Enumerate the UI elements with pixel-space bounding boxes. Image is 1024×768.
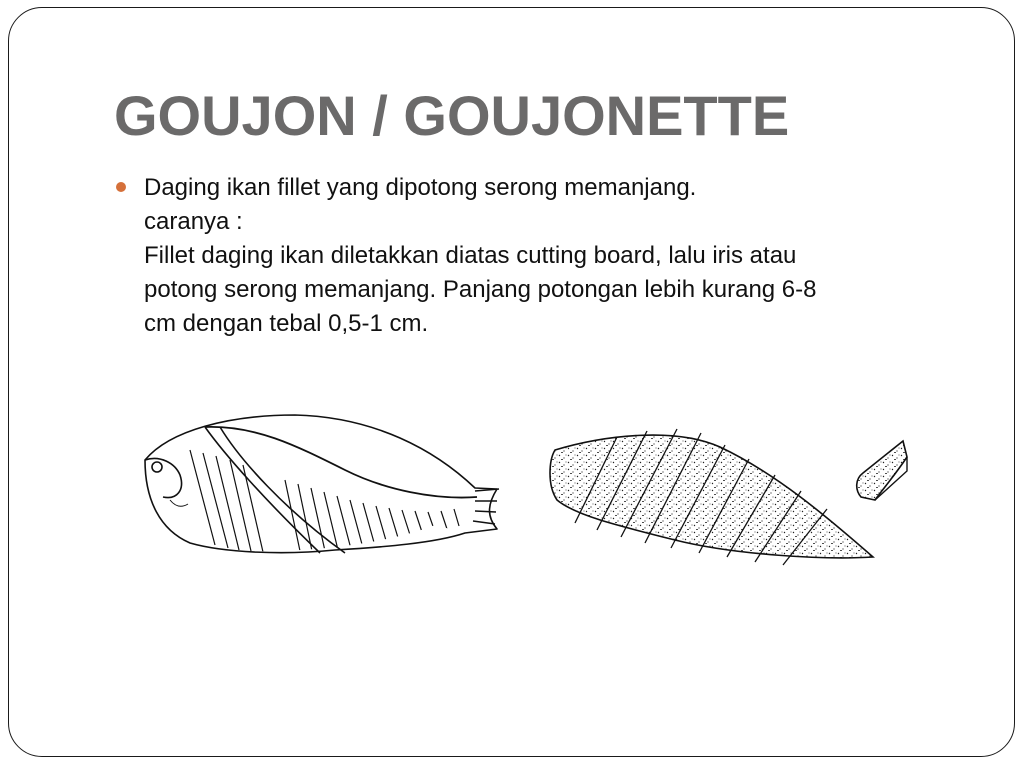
bullet-line: Fillet daging ikan diletakkan diatas cutting board, lalu iris atau bbox=[144, 242, 797, 269]
fish-cutting-illustration bbox=[135, 405, 915, 590]
whole-fish-drawing-icon bbox=[145, 415, 499, 553]
bullet-line: cm dengan tebal 0,5-1 cm. bbox=[144, 310, 429, 337]
slide-title: GOUJON / GOUJONETTE bbox=[114, 84, 790, 147]
bullet-line: caranya : bbox=[144, 208, 243, 235]
goujon-strip-drawing-icon bbox=[857, 441, 907, 500]
sliced-fillet-drawing-icon bbox=[550, 429, 873, 565]
bullet-text bbox=[144, 171, 944, 341]
bullet-line: potong serong memanjang. Panjang potongan lebih kurang 6-8 bbox=[144, 276, 817, 303]
bullet-marker-icon bbox=[116, 182, 126, 192]
bullet-line: Daging ikan fillet yang dipotong serong memanjang. bbox=[144, 174, 697, 201]
